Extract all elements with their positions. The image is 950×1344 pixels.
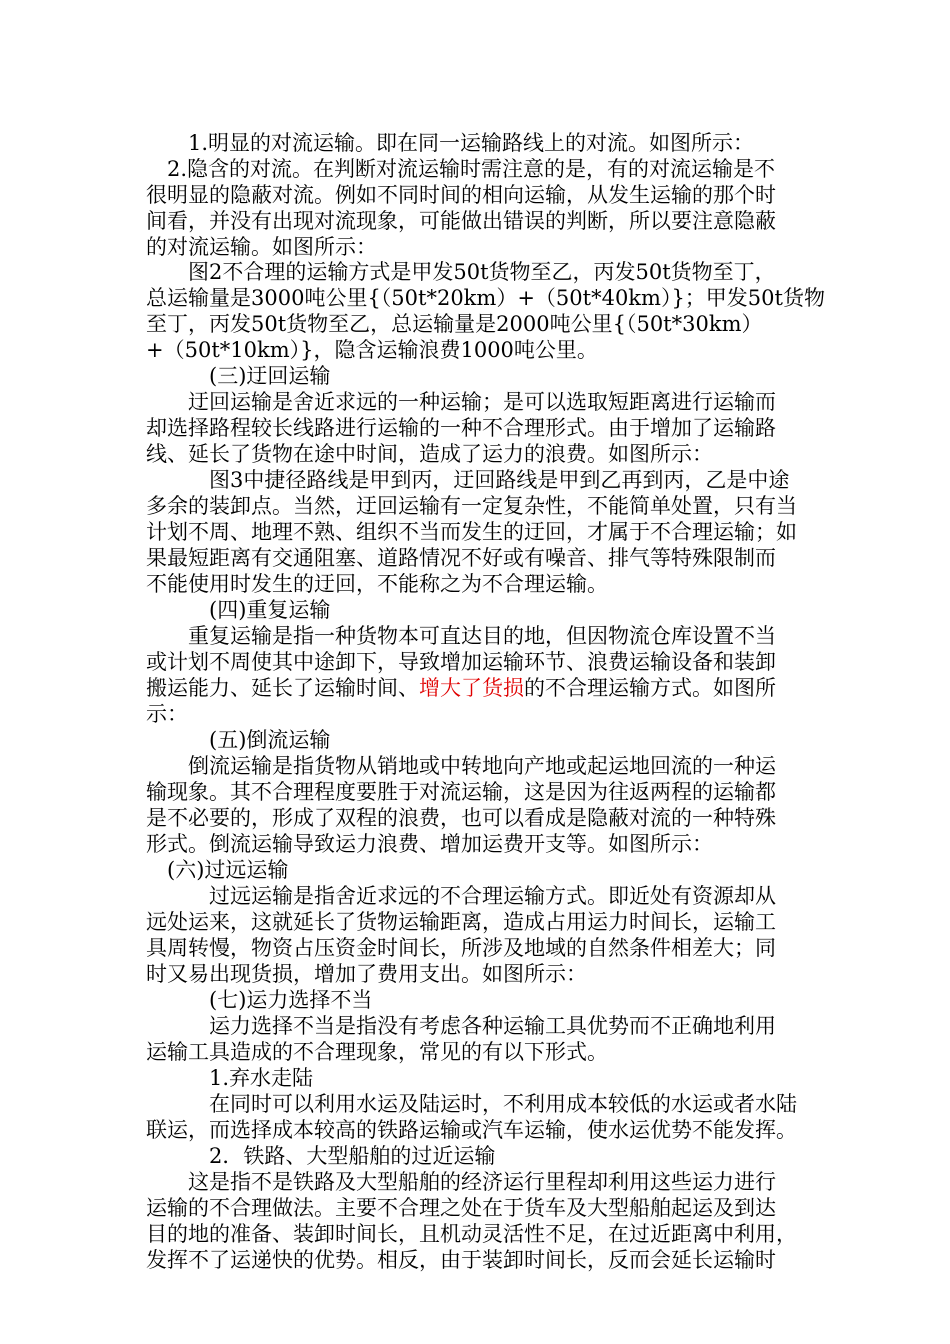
- para-line-18: 不能使用时发生的迂回，不能称之为不合理运输。: [146, 572, 608, 596]
- para-line-31: 远处运来，这就延长了货物运输距离，造成占用运力时间长，运输工: [146, 910, 776, 934]
- highlighted-text: 增大了货损: [419, 676, 524, 700]
- section-heading-7: (七)运力选择不当: [146, 988, 373, 1012]
- para-line-33: 时又易出现货损，增加了费用支出。如图所示：: [146, 962, 587, 986]
- para-line-42: 运输的不合理做法。主要不合理之处在于货车及大型船舶起运及到达: [146, 1196, 776, 1220]
- para-line-22-end: 的不合理运输方式。如图所: [524, 676, 776, 700]
- para-line-15: 多余的装卸点。当然，迂回运输有一定复杂性，不能简单处置，只有当: [146, 494, 797, 518]
- para-line-25: 倒流运输是指货物从销地或中转地向产地或起运地回流的一种运: [146, 754, 776, 778]
- para-line-35: 运力选择不当是指没有考虑各种运输工具优势而不正确地利用: [146, 1014, 776, 1038]
- para-line-11: 迂回运输是舍近求远的一种运输；是可以选取短距离进行运输而: [146, 390, 776, 414]
- section-heading-4: (四)重复运输: [146, 598, 331, 622]
- subheading-1: 1.弃水走陆: [146, 1066, 314, 1090]
- para-line-13: 线、延长了货物在途中时间，造成了运力的浪费。如图所示：: [146, 442, 713, 466]
- para-line-1: 1.明显的对流运输。即在同一运输路线上的对流。如图所示：: [146, 131, 755, 155]
- para-line-16: 计划不周、地理不熟、组织不当而发生的迂回，才属于不合理运输；如: [146, 520, 797, 544]
- para-line-20: 重复运输是指一种货物本可直达目的地，但因物流仓库设置不当: [146, 624, 776, 648]
- section-heading-3: (三)迂回运输: [146, 364, 331, 388]
- section-heading-5: (五)倒流运输: [146, 728, 331, 752]
- para-line-41: 这是指不是铁路及大型船舶的经济运行里程却利用这些运力进行: [146, 1170, 776, 1194]
- para-line-12: 却选择路程较长线路进行运输的一种不合理形式。由于增加了运输路: [146, 416, 776, 440]
- para-line-6: 图2不合理的运输方式是甲发50t货物至乙，丙发50t货物至丁，: [146, 260, 776, 284]
- para-line-44: 发挥不了运递快的优势。相反，由于装卸时间长，反而会延长运输时: [146, 1248, 776, 1272]
- para-line-7: 总运输量是3000吨公里{（50t*20km）+（50t*40km）}；甲发50t货物: [146, 286, 825, 310]
- para-line-39: 联运，而选择成本较高的铁路运输或汽车运输，使水运优势不能发挥。: [146, 1118, 797, 1142]
- para-line-23: 示：: [146, 702, 188, 726]
- para-line-21: 或计划不周使其中途卸下，导致增加运输环节、浪费运输设备和装卸: [146, 650, 776, 674]
- para-line-22-start: 搬运能力、延长了运输时间、: [146, 676, 419, 700]
- para-line-2: 2.隐含的对流。在判断对流运输时需注意的是，有的对流运输是不: [146, 157, 776, 181]
- para-line-38: 在同时可以利用水运及陆运时，不利用成本较低的水运或者水陆: [146, 1092, 797, 1116]
- para-line-22: [146, 675, 826, 701]
- para-line-17: 果最短距离有交通阻塞、道路情况不好或有噪音、排气等特殊限制而: [146, 546, 776, 570]
- para-line-43: 目的地的准备、装卸时间长，且机动灵活性不足，在过近距离中利用，: [146, 1222, 797, 1246]
- para-line-8: 至丁，丙发50t货物至乙，总运输量是2000吨公里{（50t*30km）: [146, 312, 763, 336]
- para-line-27: 是不必要的，形成了双程的浪费，也可以看成是隐蔽对流的一种特殊: [146, 806, 776, 830]
- para-line-30: 过远运输是指舍近求远的不合理运输方式。即近处有资源却从: [146, 884, 776, 908]
- para-line-28: 形式。倒流运输导致运力浪费、增加运费开支等。如图所示：: [146, 832, 713, 856]
- para-line-9: +（50t*10km）}，隐含运输浪费1000吨公里。: [146, 338, 598, 362]
- section-heading-6: (六)过远运输: [146, 858, 289, 882]
- para-line-3: 很明显的隐蔽对流。例如不同时间的相向运输，从发生运输的那个时: [146, 183, 776, 207]
- para-line-32: 具周转慢，物资占压资金时间长，所涉及地域的自然条件相差大；同: [146, 936, 776, 960]
- para-line-4: 间看，并没有出现对流现象，可能做出错误的判断，所以要注意隐蔽: [146, 209, 776, 233]
- subheading-2: 2．铁路、大型船舶的过近运输: [146, 1144, 496, 1168]
- para-line-26: 输现象。其不合理程度要胜于对流运输，这是因为往返两程的运输都: [146, 780, 776, 804]
- para-line-5: 的对流运输。如图所示：: [146, 235, 377, 259]
- para-line-36: 运输工具造成的不合理现象，常见的有以下形式。: [146, 1040, 608, 1064]
- para-line-14: 图3中捷径路线是甲到丙，迂回路线是甲到乙再到丙，乙是中途: [146, 468, 790, 492]
